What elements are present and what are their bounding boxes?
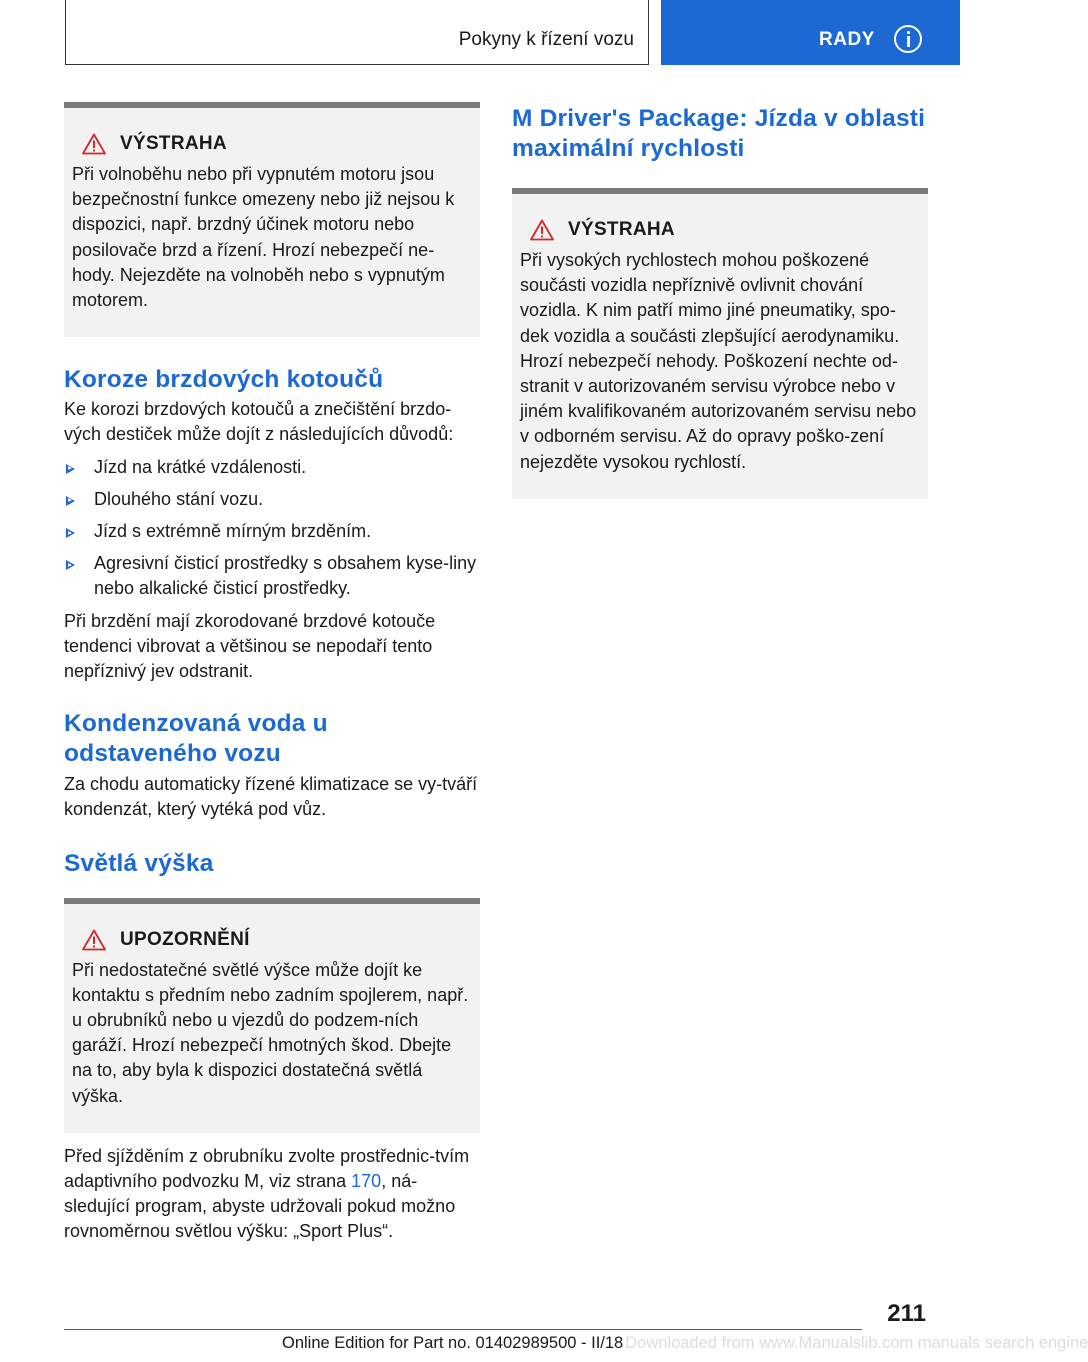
- section-title: Pokyny k řízení vozu: [458, 29, 634, 50]
- tab-label: RADY: [819, 29, 875, 50]
- notice-title: UPOZORNĚNÍ: [120, 928, 250, 950]
- notice-box-clearance: [64, 898, 480, 1133]
- warning-triangle-icon: [530, 219, 554, 241]
- warning-triangle-icon: [82, 133, 106, 155]
- warning-text: Při volnoběhu nebo při vypnutém motoru jsou bezpečnostní funkce omezeny nebo již nejsou k dispozici, např. brzdný účinek motoru nebo posilovače brzd a řízení. Hrozí nebezpečí ne‐hody. Nejezděte na volnoběh nebo s vypnutým motorem.: [72, 164, 455, 311]
- page-link-170[interactable]: 170: [351, 1171, 382, 1192]
- corrosion-list: [64, 455, 480, 602]
- info-icon: [894, 25, 922, 53]
- warning-text: Při vysokých rychlostech mohou poškozené součásti vozidla nepříznivě ovlivnit chování vozidla. K nim patří mimo jiné pneumatiky, spo‐dek vozidla a součásti zlepšující aerodynamiku. Hrozí nebezpečí nehody. Poškození nechte od‐stranit v autorizovaném servisu výrobce nebo v jiném kvalifikovaném autorizovaném servisu nebo v odborném servisu. Až do opravy poško‐zení nejezděte vysokou rychlostí.: [520, 250, 917, 472]
- watermark-text: Downloaded from www.Manualslib.com manuals search engine: [625, 1334, 1088, 1352]
- heading-clearance: Světlá výška: [64, 849, 214, 877]
- page-header: [0, 0, 960, 66]
- footer-edition: [282, 1334, 1088, 1353]
- heading-corrosion: Koroze brzdových kotoučů: [64, 366, 384, 394]
- condensation-text: Za chodu automaticky řízené klimatizace se vy‐tváří kondenzát, který vytéká pod vůz.: [64, 774, 478, 820]
- right-column: [512, 102, 928, 499]
- section-title-box: [65, 0, 649, 65]
- clearance-paragraph: [64, 1144, 480, 1245]
- tab-rady[interactable]: [661, 0, 960, 65]
- warning-box-idle: [64, 102, 480, 337]
- clearance-text-after: , ná‐sledující program, abyste udržovali pokud možno rovnoměrnou světlou výšku: „Sport Plus“.: [64, 1171, 456, 1242]
- list-item: Jízd na krátké vzdálenosti.: [64, 455, 480, 480]
- heading-condensation: Kondenzovaná voda u odstaveného vozu: [64, 710, 328, 768]
- warning-triangle-icon: [82, 929, 106, 951]
- corrosion-intro: Ke korozi brzdových kotoučů a znečištění brzdo‐vých destiček může dojít z následujících důvodů:: [64, 399, 454, 445]
- left-column: [64, 102, 480, 1245]
- edition-text: Online Edition for Part no. 01402989500 - II/18: [282, 1334, 624, 1352]
- footer-divider: [64, 1329, 862, 1330]
- warning-title: VÝSTRAHA: [120, 133, 227, 154]
- page-number: 211: [887, 1300, 926, 1327]
- corrosion-outro: Při brzdění mají zkorodované brzdové kotouče tendenci vibrovat a většinou se nepodaří tento nepříznivý jev odstranit.: [64, 610, 436, 682]
- list-item: Jízd s extrémně mírným brzděním.: [64, 519, 480, 544]
- warning-title: VÝSTRAHA: [568, 219, 675, 240]
- list-item: Dlouhého stání vozu.: [64, 487, 480, 512]
- notice-text: Při nedostatečné světlé výšce může dojít ke kontaktu s předním nebo zadním spojlerem, např. u obrubníků nebo u vjezdů do podzem‐ních garáží. Hrozí nebezpečí hmotných škod. Dbejte na to, aby byla k dispozici dostatečná světlá výška.: [72, 959, 469, 1106]
- warning-box-speed: [512, 188, 928, 499]
- heading-m-drivers-package: M Driver's Package: Jízda v oblasti maximální rychlosti: [512, 105, 926, 162]
- clearance-text-before: Před sjížděním z obrubníku zvolte prostřednic‐tvím adaptivního podvozku M, viz strana: [64, 1145, 470, 1192]
- list-item: Agresivní čisticí prostředky s obsahem kyse‐liny nebo alkalické čisticí prostředky.: [64, 551, 480, 601]
